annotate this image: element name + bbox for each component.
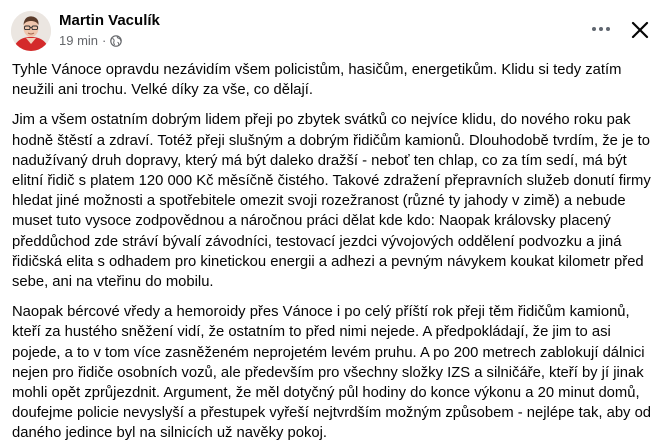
close-icon (630, 20, 650, 40)
post-timestamp[interactable]: 19 min (59, 33, 99, 48)
avatar-photo (11, 11, 51, 51)
post-paragraph: Naopak bércové vředy a hemoroidy přes Vánoce i po celý příští rok přeji těm řidičům kamionů, kteří za hustého sněžení vidí, že ostatním to před nimi nejede. A předpokládají, že jim to asi pojede, a to v tom více zasněženém neprojetém levém pruhu. A po 200 metrech zablokují dálnici nejen pro řidiče osobních vozů, ale především pro všechny složky IZS a silničáře, kteří by jí jinak mohli opět zprůjezdnit. Argument, že měl dotyčný půl hodiny do konce výkonu a 20 minut domů, doufejme policie nevyslyší a přestupek vyřeší nejtvrdším možným způsobem - nejlépe tak, aby od daného jedince byl na silnicích už navěky pokoj. (12, 304, 652, 442)
post-meta (59, 33, 122, 49)
post-body (12, 60, 662, 444)
post-paragraph: Tyhle Vánoce opravdu nezávidím všem policistům, hasičům, energetikům. Klidu si tedy zatím neužili ani trochu. Velké díky za vše, co dělají. (12, 62, 622, 99)
globe-icon[interactable] (110, 35, 122, 47)
avatar[interactable] (11, 11, 51, 51)
post-header (0, 0, 663, 60)
ellipsis-icon (591, 26, 611, 32)
meta-separator: · (102, 33, 107, 48)
more-options-button[interactable] (585, 15, 617, 43)
close-button[interactable] (625, 15, 655, 45)
post-paragraph: Jim a všem ostatním dobrým lidem přeji po zbytek svátků co nejvíce klidu, do nového roku pak hodně štěstí a zdraví. Totéž přeji slušným a dobrým řidičům kamionů. Dlouhodobě tvrdím, že je to nadužívaný druh dopravy, který má být daleko dražší - neboť ten chlap, co za tím sedí, má být elitní řidič s platem 120 000 Kč měsíčně čistého. Takové zdražení přepravních služeb donutí firmy hledat jiné možnosti a spotřebitele omezit svoji rozežranost (různé ty jahody v zimě) a nebude muset tuto vysoce zodpovědnou a náročnou práci dělat kde kdo: Naopak královsky placený předdůchod zde stráví bývalí závodníci, testovací jezdci vývojových oddělení podvozku a jiná řidičská elita s odhadem pro kinetickou energii a adhezi a pevným návykem koukat kilometr před sebe, ani na vteřinu do mobilu. (12, 112, 651, 291)
author-name[interactable]: Martin Vaculík (59, 12, 160, 29)
